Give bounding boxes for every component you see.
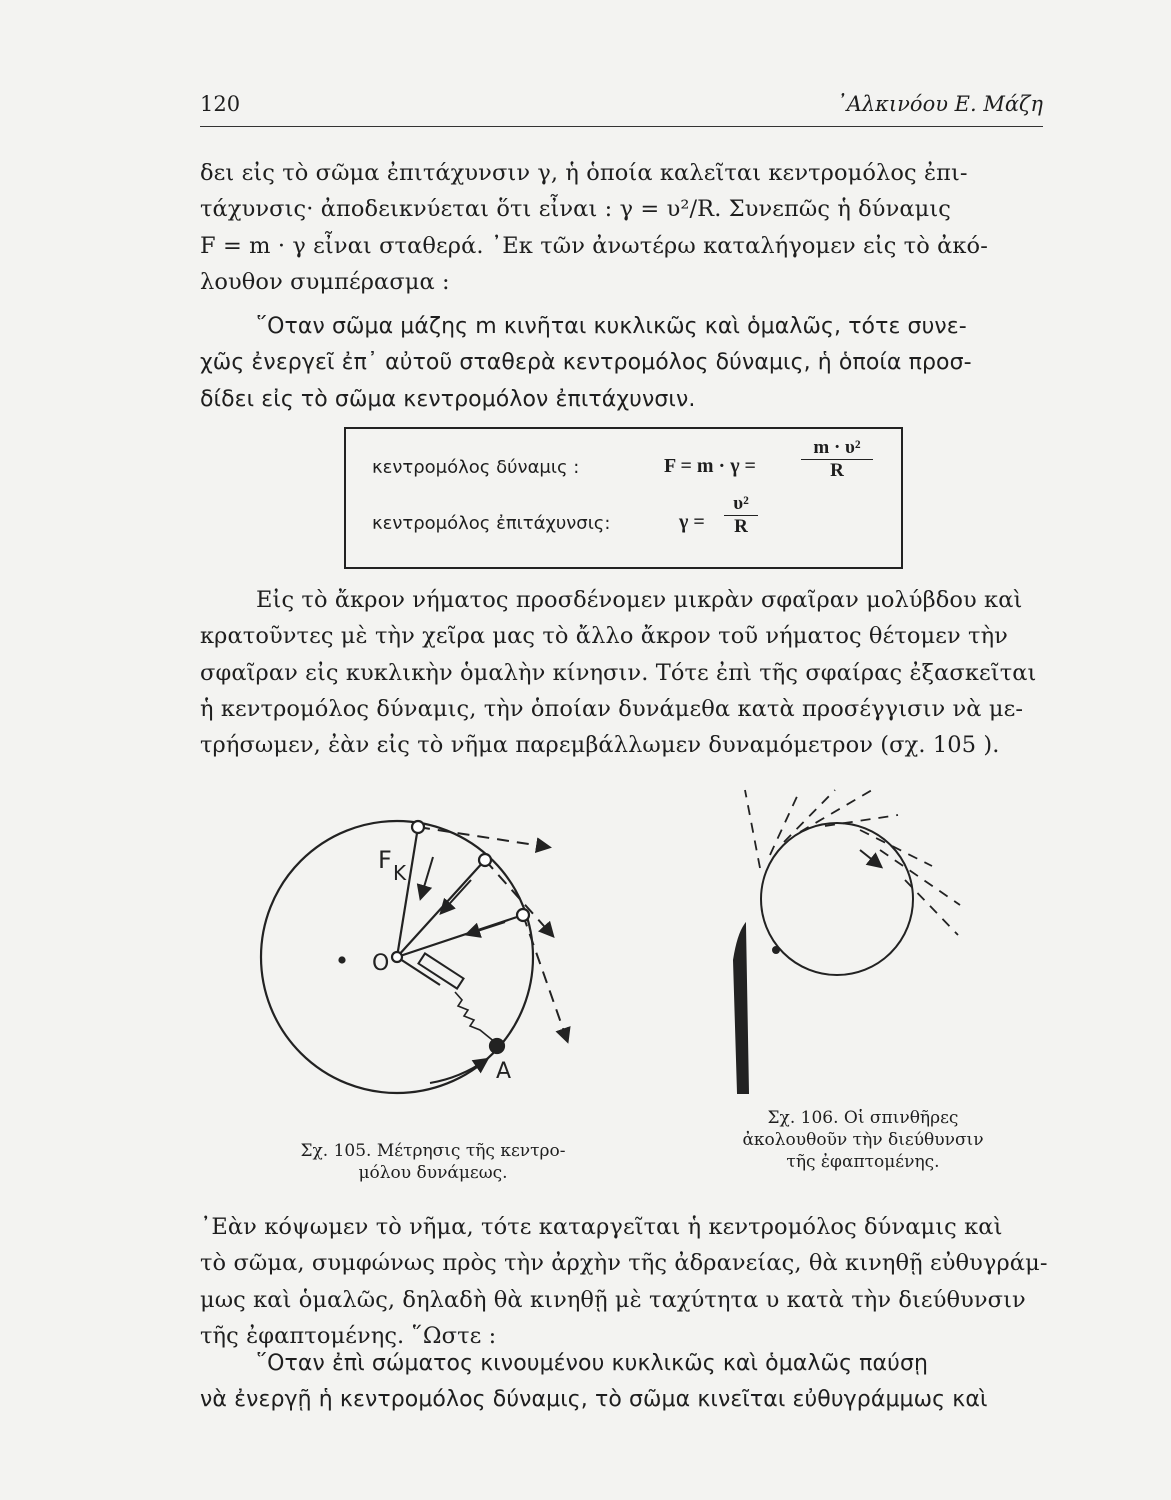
- point-label: A: [496, 1059, 512, 1084]
- figure-105-caption: [268, 1140, 598, 1184]
- text-line: δει εἰς τὸ σῶμα ἐπιτάχυνσιν γ, ἡ ὁποία καλεῖται κεντρομόλος ἐπι-: [200, 160, 968, 186]
- accel-denominator: R: [734, 516, 748, 537]
- text-line: ῞Οταν σῶμα μάζης m κινῆται κυκλικῶς καὶ ὁμαλῶς, τότε συνε-: [256, 314, 967, 339]
- running-author: ᾿Αλκινόου Ε. Μάζη: [836, 92, 1043, 116]
- accel-numerator: υ²: [724, 493, 758, 516]
- accel-label: κεντρομόλος ἐπιτάχυνσις:: [372, 513, 611, 534]
- force-subscript: K: [393, 861, 407, 885]
- text-line: λουθον συμπέρασμα :: [200, 268, 450, 295]
- accel-equation: γ =: [679, 511, 705, 533]
- force-numerator: m · υ²: [801, 437, 873, 460]
- text-line: νὰ ἐνεργῇ ἡ κεντρομόλος δύναμις, τὸ σῶμα κινεῖται εὐθυγράμμως καὶ: [200, 1387, 988, 1413]
- text-line: δίδει εἰς τὸ σῶμα κεντρομόλον ἐπιτάχυνσιν.: [200, 386, 696, 412]
- text-line: F = m · γ εἶναι σταθερά. ᾿Εκ τῶν ἀνωτέρω καταλήγομεν εἰς τὸ ἀκό-: [200, 232, 988, 259]
- page-number: 120: [200, 92, 241, 116]
- text-line: σφαῖραν εἰς κυκλικὴν ὁμαλὴν κίνησιν. Τότε ἐπὶ τῆς σφαίρας ἐξασκεῖται: [200, 659, 1037, 686]
- caption-line: Σχ. 106. Οἱ σπινθῆρες: [767, 1108, 959, 1128]
- figure-106-caption: [718, 1107, 1008, 1173]
- wheel-support: [734, 925, 748, 1093]
- dynamometer-line: [397, 957, 440, 985]
- text-line: Εἰς τὸ ἄκρον νήματος προσδένομεν μικρὰν σφαῖραν μολύβδου καὶ: [256, 587, 1023, 613]
- text-line: τῆς ἐφαπτομένης. ῞Ωστε :: [200, 1322, 497, 1349]
- caption-line: Σχ. 105. Μέτρησις τῆς κεντρο-: [300, 1141, 566, 1161]
- force-denominator: R: [830, 460, 844, 481]
- grinding-wheel: [761, 823, 913, 975]
- figure-105-drawing: [261, 821, 567, 1093]
- text-line: ῞Οταν ἐπὶ σώματος κινουμένου κυκλικῶς καὶ ὁμαλῶς παύσῃ: [256, 1351, 929, 1376]
- text-line: τρήσωμεν, ἐὰν εἰς τὸ νῆμα παρεμβάλλωμεν δυναμόμετρον (σχ. 105 ).: [200, 732, 1000, 759]
- text-line: χῶς ἐνεργεῖ ἐπ᾿ αὐτοῦ σταθερὰ κεντρομόλος δύναμις, ἡ ὁποία προσ-: [200, 350, 972, 376]
- caption-line: τῆς ἐφαπτομένης.: [786, 1152, 940, 1172]
- figure-106-drawing: [734, 790, 960, 1093]
- text-line: ᾿Εὰν κόψωμεν τὸ νῆμα, τότε καταργεῖται ἡ κεντρομόλος δύναμις καὶ: [200, 1214, 1003, 1240]
- force-symbol: F: [378, 846, 392, 874]
- statement-2: [200, 1346, 1043, 1419]
- text-line: ἡ κεντρομόλος δύναμις, τὴν ὁποίαν δυνάμεθα κατὰ προσέγγισιν νὰ με-: [200, 695, 1024, 722]
- text-line: τὸ σῶμα, συμφώνως πρὸς τὴν ἀρχὴν τῆς ἀδρανείας, θὰ κινηθῇ εὐθυγράμ-: [200, 1250, 1048, 1277]
- text-line: μως καὶ ὁμαλῶς, δηλαδὴ θὰ κινηθῇ μὲ ταχύτητα υ κατὰ τὴν διεύθυνσιν: [200, 1286, 1026, 1313]
- caption-line: μόλου δυνάμεως.: [358, 1163, 508, 1183]
- text-line: τάχυνσις· ἀποδεικνύεται ὅτι εἶναι : γ = υ²/R. Συνεπῶς ἡ δύναμις: [200, 196, 951, 223]
- force-equation: F = m · γ =: [664, 455, 756, 477]
- center-label: O: [372, 951, 390, 976]
- paragraph-3: [200, 1209, 1048, 1354]
- force-label: κεντρομόλος δύναμις :: [372, 457, 580, 478]
- caption-line: ἀκολουθοῦν τὴν διεύθυνσιν: [742, 1130, 984, 1150]
- text-line: κρατοῦντες μὲ τὴν χεῖρα μας τὸ ἄλλο ἄκρον τοῦ νήματος θέτομεν τὴν: [200, 623, 1008, 650]
